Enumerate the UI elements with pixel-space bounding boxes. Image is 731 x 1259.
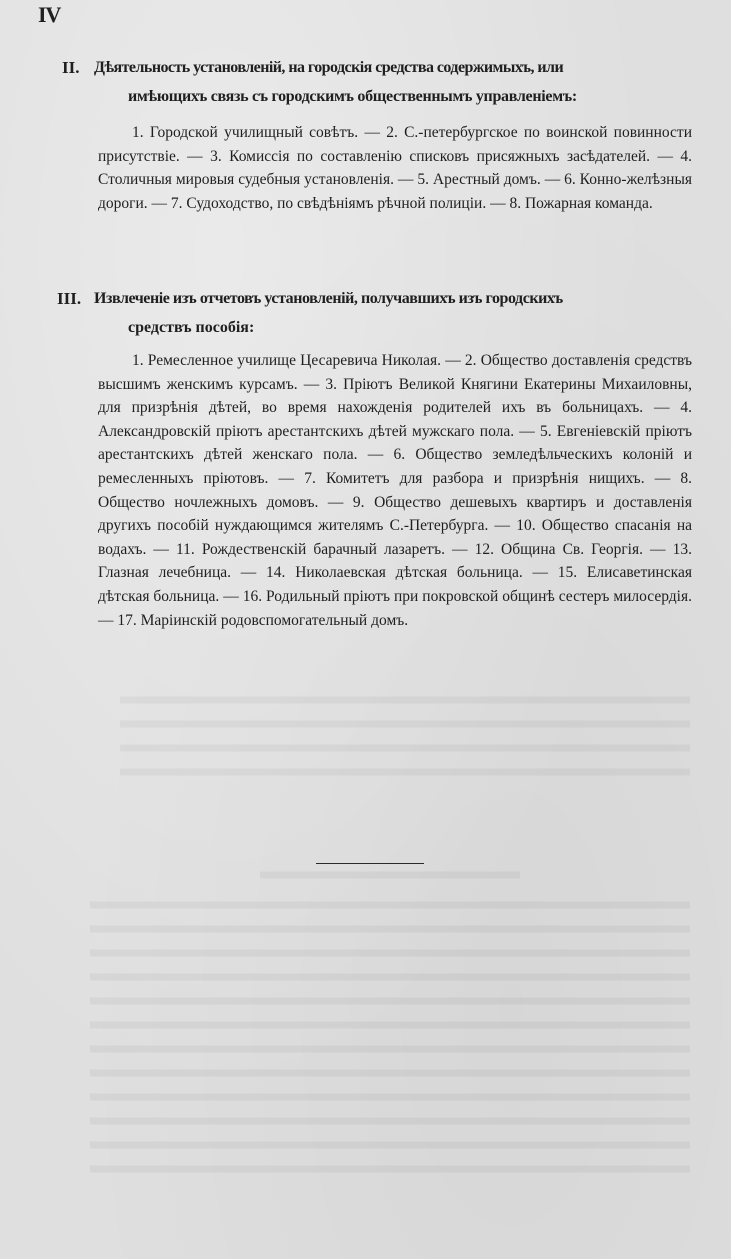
section-3-heading-line2: средствъ пособія: bbox=[128, 319, 255, 336]
section-2-heading-line2: имѣющихъ связь съ городскимъ общественнымъ управленіемъ: bbox=[128, 88, 577, 105]
section-3-numeral: III. bbox=[57, 289, 82, 308]
page-number: IV bbox=[38, 2, 61, 27]
section-2-numeral: II. bbox=[62, 58, 80, 77]
section-3-body-text: 1. Ремесленное училище Цесаревича Николая. — 2. Общество доставленія средствъ высшимъ женскимъ курсамъ. — 3. Пріютъ Великой Княгини Екатерины Михаиловны, для призрѣнія дѣтей, во время нахожденія родителей ихъ въ больницахъ. — 4. Александровскій пріютъ арестантскихъ дѣтей мужскаго пола. — 5. Евгеніевскій пріютъ арестантскихъ дѣтей женскаго пола. — 6. Общество земледѣльческихъ колоній и ремесленныхъ пріютовъ. — 7. Комитетъ для разбора и призрѣнія нищихъ. — 8. Общество ночлежныхъ домовъ. — 9. Общество дешевыхъ квартиръ и доставленія другихъ пособій нуждающимся жителямъ С.-Петербурга. — 10. Общество спасанія на водахъ. — 11. Рождественскій барачный лазаретъ. — 12. Община Св. Георгія. — 13. Глазная лечебница. — 14. Николаевская дѣтская больница. — 15. Елисаветинская дѣтская больница. — 16. Родильный пріютъ при покровской общинѣ сестеръ милосердія. — 17. Маріинскій родовспомогательный домъ. bbox=[98, 352, 692, 629]
section-2-body-text: 1. Городской училищный совѣтъ. — 2. С.-петербургское по воинской повинности присутствіе. — 3. Комиссія по составленію списковъ присяжныхъ засѣдателей. — 4. Столичныя мировыя судебныя установленія. — 5. Арестный домъ. — 6. Конно-желѣзныя дороги. — 7. Судоходство, по свѣдѣніямъ рѣчной полиціи. — 8. Пожарная команда. bbox=[98, 124, 692, 212]
section-2-heading-line1: Дѣятельность установленій, на городскія средства содержимыхъ, или bbox=[94, 59, 564, 76]
section-3-heading-line1: Извлеченіе изъ отчетовъ установленій, получавшихъ изъ городскихъ bbox=[94, 290, 563, 307]
